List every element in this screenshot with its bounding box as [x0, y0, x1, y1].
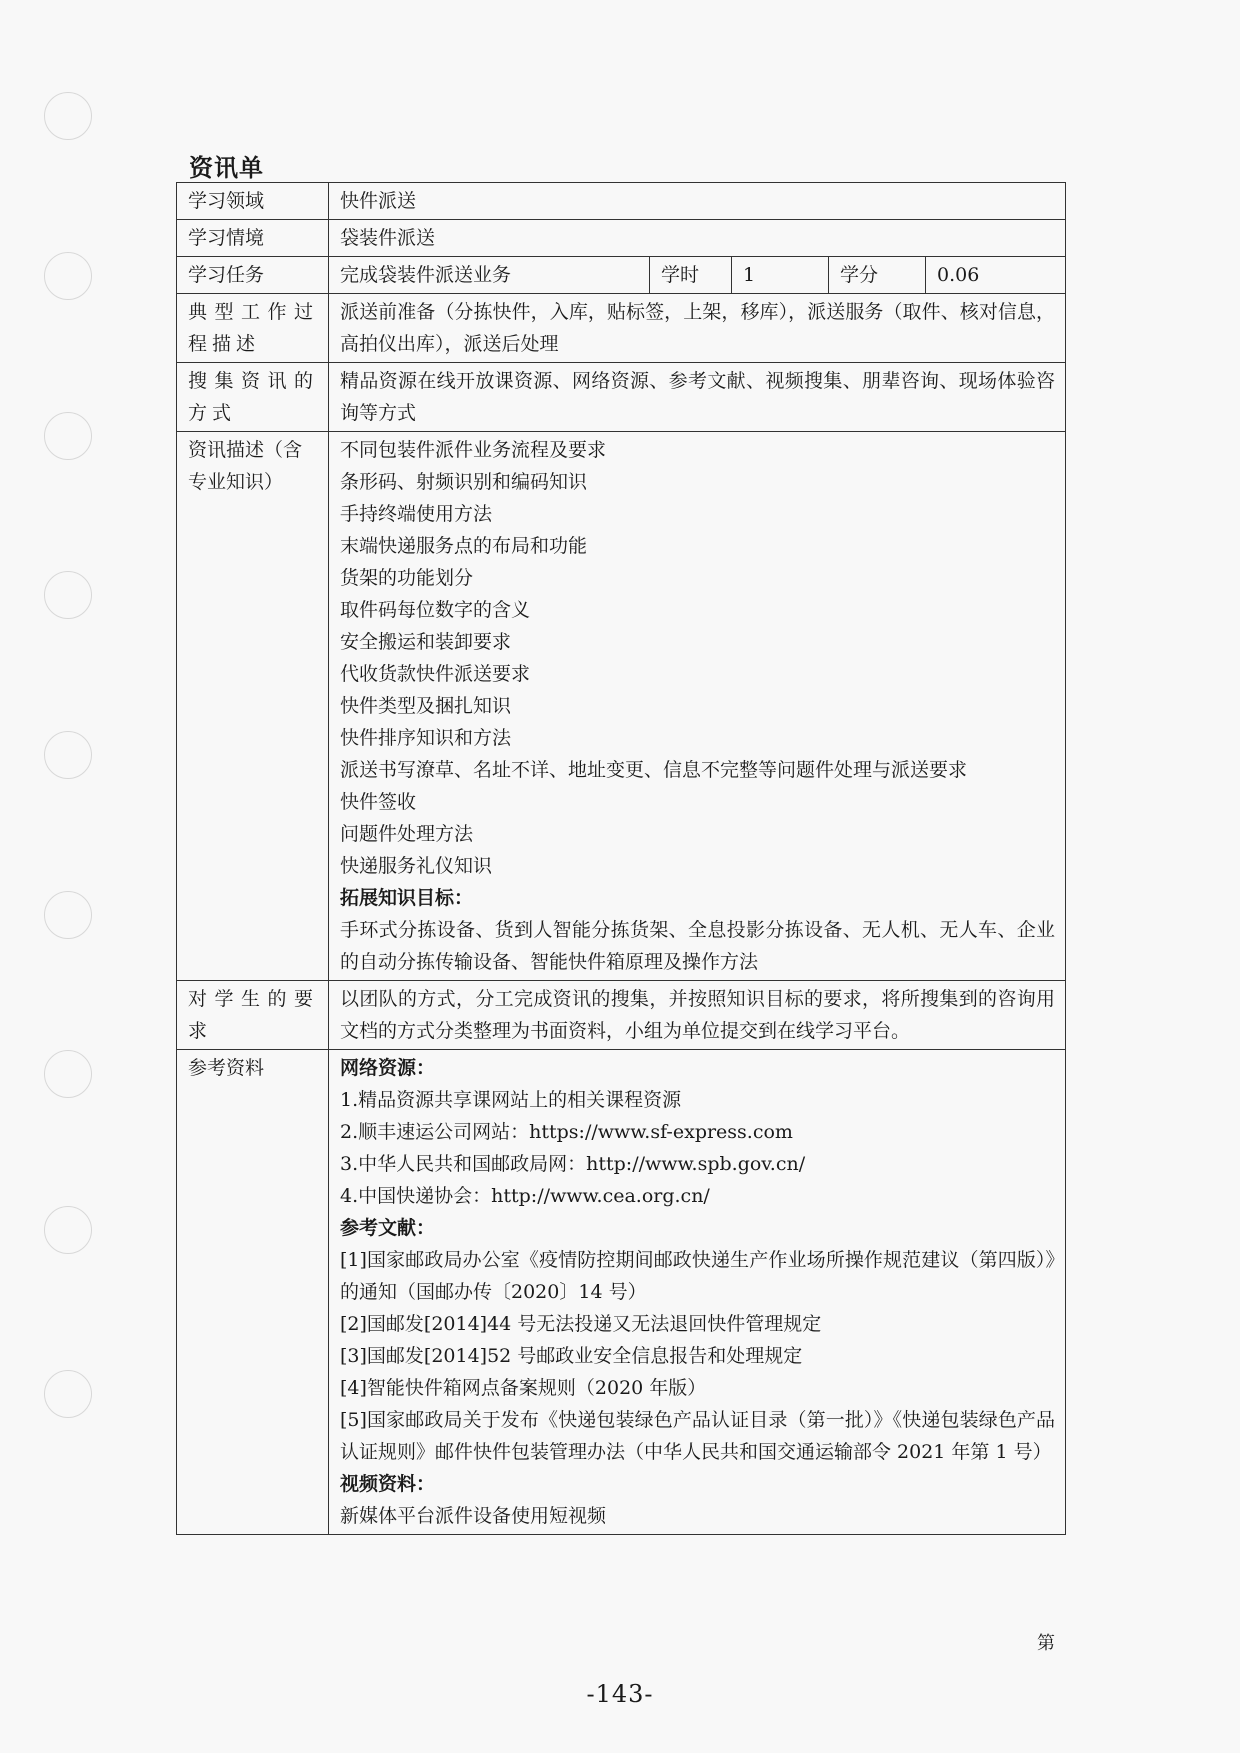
value-method: 精品资源在线开放课资源、网络资源、参考文献、视频搜集、朋辈咨询、现场体验咨询等方式: [340, 370, 1056, 424]
literature-item: [1]国家邮政局办公室《疫情防控期间邮政快递生产作业场所操作规范建议（第四版）》的通知（国邮办传〔2020〕14 号）: [340, 1249, 1056, 1303]
value-task: 完成袋装件派送业务: [329, 257, 650, 294]
info-sheet-table: [176, 182, 1066, 1535]
row-knowledge: [177, 432, 1066, 981]
binder-hole: [44, 92, 92, 140]
document-title: 资讯单: [189, 153, 264, 182]
row-scenario: [177, 220, 1066, 257]
label-credit: 学分: [829, 257, 926, 294]
value-credit: 0.06: [926, 257, 1066, 294]
page-word: 第: [1037, 1633, 1055, 1654]
web-resource-item: 1.精品资源共享课网站上的相关课程资源: [340, 1089, 682, 1111]
knowledge-item: 末端快递服务点的布局和功能: [340, 535, 588, 557]
page-number: -143-: [586, 1680, 654, 1708]
knowledge-item: 问题件处理方法: [340, 823, 474, 845]
binder-hole: [44, 1206, 92, 1254]
knowledge-item: 快件排序知识和方法: [340, 727, 512, 749]
value-hours: 1: [732, 257, 829, 294]
video-heading: 视频资料：: [340, 1473, 436, 1495]
value-requirement: 以团队的方式，分工完成资讯的搜集，并按照知识目标的要求，将所搜集到的咨询用文档的方式分类整理为书面资料，小组为单位提交到在线学习平台。: [340, 988, 1056, 1042]
row-requirement: [177, 981, 1066, 1050]
row-process: [177, 294, 1066, 363]
label-references: 参考资料: [177, 1050, 329, 1535]
label-method: 搜集资讯的方式: [177, 363, 329, 432]
label-requirement: 对学生的要求: [177, 981, 329, 1050]
label-scenario: 学习情境: [177, 220, 329, 257]
label-process: 典型工作过程描述: [177, 294, 329, 363]
binder-hole: [44, 731, 92, 779]
web-resource-item: 4.中国快递协会：http://www.cea.org.cn/: [340, 1185, 710, 1207]
binder-hole: [44, 1050, 92, 1098]
value-scenario: 袋装件派送: [329, 220, 1066, 257]
extended-knowledge-text: 手环式分拣设备、货到人智能分拣货架、全息投影分拣设备、无人机、无人车、企业的自动分拣传输设备、智能快件箱原理及操作方法: [340, 919, 1056, 973]
knowledge-item: 快件类型及捆扎知识: [340, 695, 512, 717]
literature-item: [4]智能快件箱网点备案规则（2020 年版）: [340, 1377, 707, 1399]
knowledge-item: 派送书写潦草、名址不详、地址变更、信息不完整等问题件处理与派送要求: [340, 759, 968, 781]
web-resources-heading: 网络资源：: [340, 1057, 436, 1079]
row-references: [177, 1050, 1066, 1535]
video-item: 新媒体平台派件设备使用短视频: [340, 1505, 607, 1527]
literature-item: [2]国邮发[2014]44 号无法投递又无法退回快件管理规定: [340, 1313, 822, 1335]
row-task: [177, 257, 1066, 294]
knowledge-item: 取件码每位数字的含义: [340, 599, 531, 621]
row-method: [177, 363, 1066, 432]
label-task: 学习任务: [177, 257, 329, 294]
value-process: 派送前准备（分拣快件，入库，贴标签，上架，移库），派送服务（取件、核对信息，高拍仪出库），派送后处理: [340, 301, 1056, 355]
literature-item: [5]国家邮政局关于发布《快递包装绿色产品认证目录（第一批）》《快递包装绿色产品认证规则》邮件快件包装管理办法（中华人民共和国交通运输部令 2021 年第 1 号）: [340, 1409, 1056, 1463]
binder-hole: [44, 1370, 92, 1418]
knowledge-item: 快递服务礼仪知识: [340, 855, 493, 877]
web-resource-item: 3.中华人民共和国邮政局网：http://www.spb.gov.cn/: [340, 1153, 806, 1175]
knowledge-item: 手持终端使用方法: [340, 503, 493, 525]
binder-hole: [44, 571, 92, 619]
binder-hole: [44, 252, 92, 300]
value-domain: 快件派送: [329, 183, 1066, 220]
literature-heading: 参考文献：: [340, 1217, 436, 1239]
extended-knowledge-heading: 拓展知识目标：: [340, 887, 474, 909]
knowledge-item: 条形码、射频识别和编码知识: [340, 471, 588, 493]
label-hours: 学时: [650, 257, 732, 294]
knowledge-item: 代收货款快件派送要求: [340, 663, 531, 685]
label-knowledge: 资讯描述（含专业知识）: [177, 432, 329, 981]
knowledge-item: 不同包装件派件业务流程及要求: [340, 439, 607, 461]
binder-hole: [44, 412, 92, 460]
web-resource-item: 2.顺丰速运公司网站：https://www.sf-express.com: [340, 1121, 793, 1143]
literature-item: [3]国邮发[2014]52 号邮政业安全信息报告和处理规定: [340, 1345, 803, 1367]
knowledge-item: 快件签收: [340, 791, 417, 813]
knowledge-item: 安全搬运和装卸要求: [340, 631, 512, 653]
binder-hole: [44, 891, 92, 939]
row-domain: [177, 183, 1066, 220]
knowledge-item: 货架的功能划分: [340, 567, 474, 589]
label-domain: 学习领域: [177, 183, 329, 220]
